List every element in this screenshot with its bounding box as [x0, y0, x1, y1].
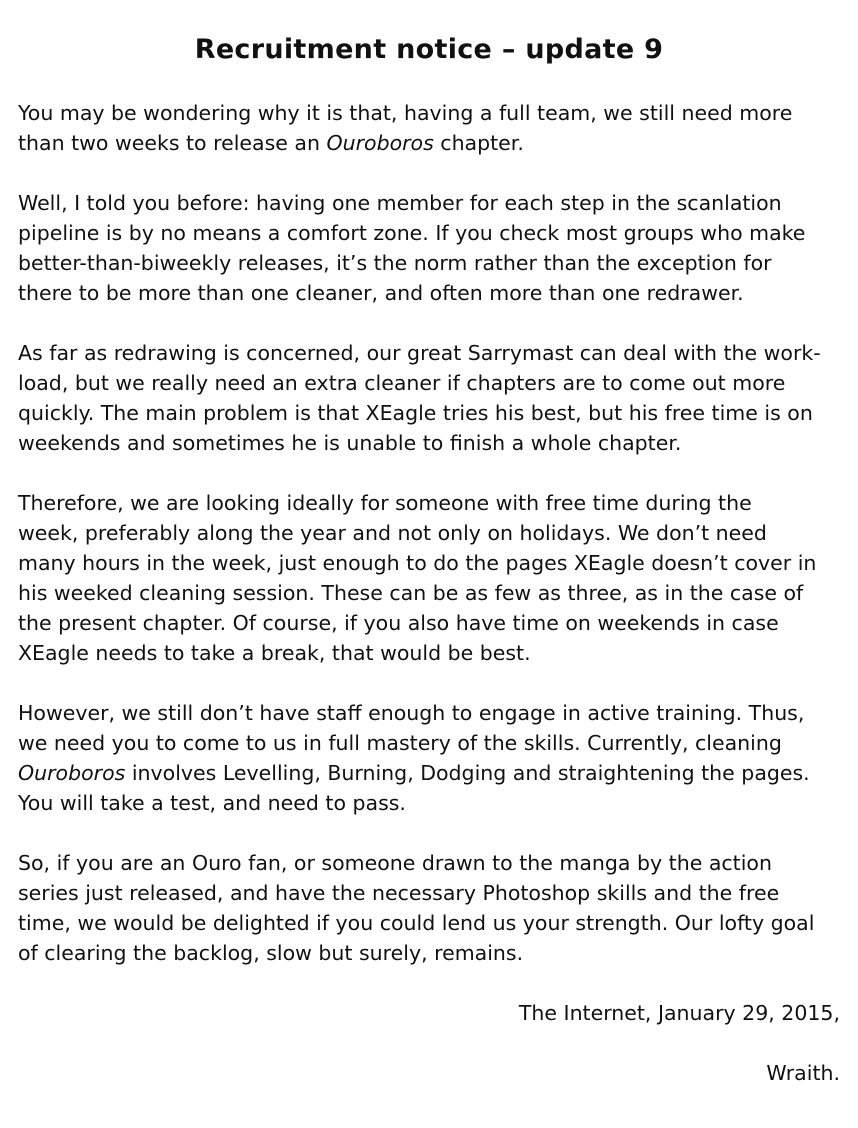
paragraph-6 [18, 848, 840, 968]
text-line: his weeked cleaning session. These can be as few as three, as in the case of [18, 581, 804, 605]
signature-author: Wraith. [766, 1061, 840, 1085]
text-line: of clearing the backlog, slow but surely, remains. [18, 941, 524, 965]
text-line: Well, I told you before: having one member for each step in the scanlation [18, 191, 782, 215]
text-line: As far as redrawing is concerned, our great Sarrymast can deal with the work- [18, 341, 821, 365]
italic-title: Ouroboros [18, 761, 126, 785]
paragraph-5 [18, 698, 840, 818]
text-line: pipeline is by no means a comfort zone. If you check most groups who make [18, 221, 806, 245]
text-line: series just released, and have the necessary Photoshop skills and the free [18, 881, 780, 905]
paragraph-2 [18, 188, 840, 308]
text-line: load, but we really need an extra cleaner if chapters are to come out more [18, 371, 786, 395]
text-line: there to be more than one cleaner, and often more than one redrawer. [18, 281, 744, 305]
text-line: many hours in the week, just enough to do the pages XEagle doesn’t cover in [18, 551, 817, 575]
text-line: Therefore, we are looking ideally for someone with free time during the [18, 491, 752, 515]
paragraph-3 [18, 338, 840, 458]
text-line: we need you to come to us in full mastery of the skills. Currently, cleaning [18, 731, 782, 755]
text-line: You will take a test, and need to pass. [18, 791, 406, 815]
signature-place-date: The Internet, January 29, 2015, [518, 1001, 840, 1025]
text-line: than two weeks to release an Ouroboros chapter. [18, 131, 524, 155]
text-line: Ouroboros involves Levelling, Burning, Dodging and straightening the pages. [18, 761, 810, 785]
text-line: the present chapter. Of course, if you also have time on weekends in case [18, 611, 779, 635]
text-line: better-than-biweekly releases, it’s the norm rather than the exception for [18, 251, 772, 275]
text-line: XEagle needs to take a break, that would be best. [18, 641, 531, 665]
text-line: You may be wondering why it is that, having a full team, we still need more [18, 101, 793, 125]
paragraph-4 [18, 488, 840, 668]
text-line: However, we still don’t have staff enough to engage in active training. Thus, [18, 701, 805, 725]
text-line: time, we would be delighted if you could lend us your strength. Our lofty goal [18, 911, 815, 935]
text-line: weekends and sometimes he is unable to finish a whole chapter. [18, 431, 682, 455]
text-line: So, if you are an Ouro fan, or someone drawn to the manga by the action [18, 851, 772, 875]
paragraph-1 [18, 98, 840, 158]
page-title: Recruitment notice – update 9 [194, 34, 664, 65]
italic-title: Ouroboros [326, 131, 434, 155]
text-line: quickly. The main problem is that XEagle tries his best, but his free time is on [18, 401, 813, 425]
text-line: week, preferably along the year and not only on holidays. We don’t need [18, 521, 767, 545]
